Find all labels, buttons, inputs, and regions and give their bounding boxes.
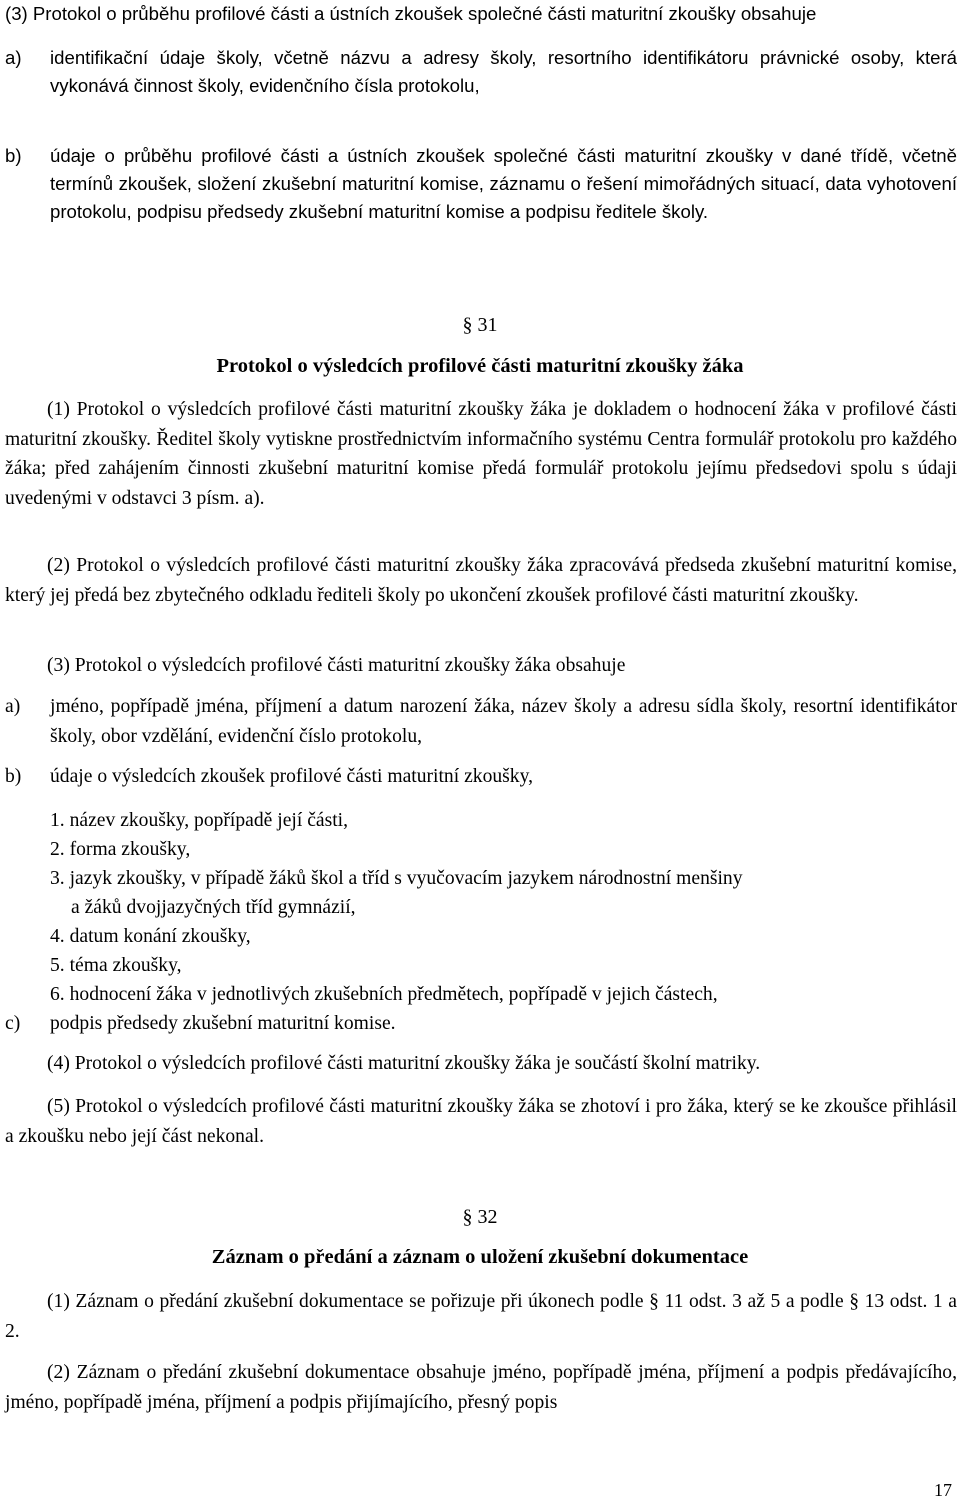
s32-paragraph-1: (1) Záznam o předání zkušební dokumentace se pořizuje při úkonech podle § 11 odst. 3 až 5 a podle § 13 odst. 1 a 2. [5,1291,957,1342]
section-number-32: § 32 [462,1206,498,1228]
s31-numbered-1: 1. název zkoušky, popřípadě její části, [50,810,348,831]
s31-paragraph-3: (3) Protokol o výsledcích profilové části maturitní zkoušky žáka obsahuje [47,655,626,676]
s31-paragraph-1: (1) Protokol o výsledcích profilové části maturitní zkoušky žáka je dokladem o hodnocení žáka v profilové části maturitní zkoušky. Ředitel školy vytiskne prostřednictvím informačního systému Centra formulář protokolu pro každého žáka; před zahájením činnosti zkušební maturitní komise předá formulář protokolu jejímu předsedovi spolu s údaji uvedenými v odstavci 3 písm. a). [5,399,957,509]
s31-paragraph-4: (4) Protokol o výsledcích profilové části maturitní zkoušky žáka je součástí školní matriky. [47,1053,761,1074]
list-item-a: a) identifikační údaje školy, včetně názvu a adresy školy, resortního identifikátoru právnické osoby, která vykonává činnost školy, evidenčního čísla protokolu, [5,47,957,96]
s31-paragraph-2: (2) Protokol o výsledcích profilové části maturitní zkoušky žáka zpracovává předseda zkušební maturitní komise, který jej předá bez zbytečného odkladu řediteli školy po ukončení zkoušek profilové části maturitní zkoušky. [5,555,957,606]
s31-numbered-4: 4. datum konání zkoušky, [50,926,251,947]
s31-numbered-2: 2. forma zkoušky, [50,839,191,860]
s31-numbered-3: 3. jazyk zkoušky, v případě žáků škol a tříd s vyučovacím jazykem národnostní menšiny a žáků dvojjazyčných tříd gymnázií, [50,868,743,918]
s31-item-b: b) údaje o výsledcích zkoušek profilové části maturitní zkoušky, [5,766,534,787]
s32-paragraph-2: (2) Záznam o předání zkušební dokumentace obsahuje jméno, popřípadě jména, příjmení a podpis předávajícího, jméno, popřípadě jména, příjmení a podpis přijímajícího, přesný popis [5,1362,957,1413]
s31-item-c: c) podpis předsedy zkušební maturitní komise. [5,1013,396,1034]
s31-numbered-5: 5. téma zkoušky, [50,955,182,976]
section-number-31: § 31 [462,314,498,336]
section-title-32: Záznam o předání a záznam o uložení zkušební dokumentace [211,1246,749,1268]
page-number: 17 [934,1480,952,1500]
section-title-31: Protokol o výsledcích profilové části maturitní zkoušky žáka [216,355,744,377]
list-item-b: b) údaje o průběhu profilové části a ústních zkoušek společné části maturitní zkoušky v dané třídě, včetně termínů zkoušek, složení zkušební maturitní komise, záznamu o řešení mimořádných situací, data vyhotovení protokolu, podpisu předsedy zkušební maturitní komise a podpisu ředitele školy. [5,145,957,222]
s31-item-a: a) jméno, popřípadě jména, příjmení a datum narození žáka, název školy a adresu sídla školy, resortní identifikátor školy, obor vzdělání, evidenční číslo protokolu, [5,696,957,747]
s31-paragraph-5: (5) Protokol o výsledcích profilové části maturitní zkoušky žáka se zhotoví i pro žáka, který se ke zkoušce přihlásil a zkoušku nebo její část nekonal. [5,1096,957,1147]
paragraph-3-intro: (3) Protokol o průběhu profilové části a ústních zkoušek společné části maturitní zkoušky obsahuje [5,3,817,24]
s31-numbered-6: 6. hodnocení žáka v jednotlivých zkušebních předmětech, popřípadě v jejich částech, [50,984,718,1005]
